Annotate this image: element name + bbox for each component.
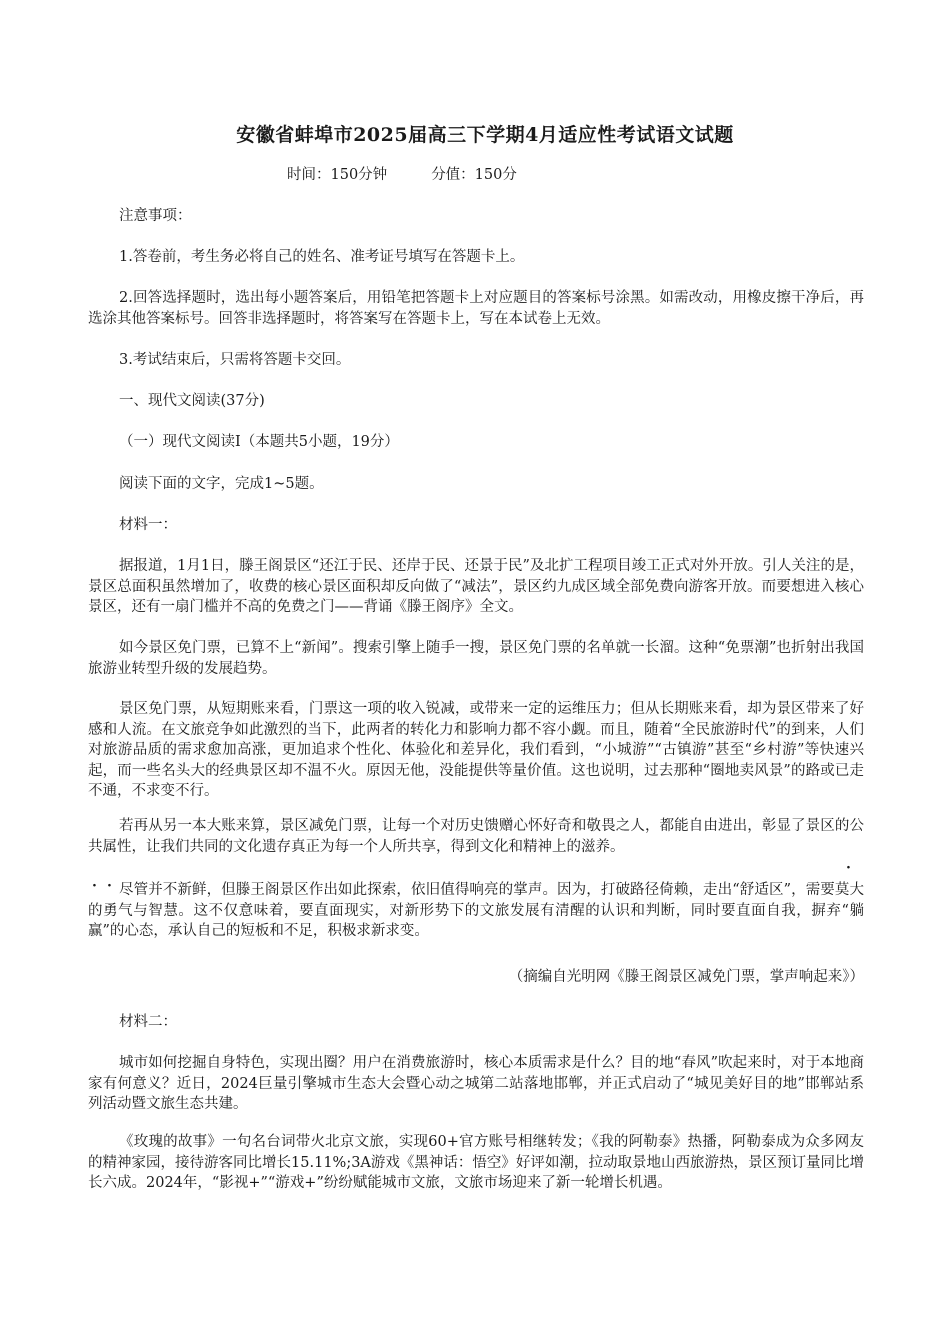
section-heading: 一、现代文阅读(37分): [119, 393, 265, 409]
exam-meta: [287, 163, 517, 184]
emphasis-mark: ·: [92, 878, 97, 894]
material-1-paragraph-1: 据报道，1月1日，滕王阁景区“还江于民、还岸于民、还景于民”及北扩工程项目竣工正式对外开放。引人关注的是，景区总面积虽然增加了，收费的核心景区面积却反向做了“减法”，景区约九成区域全部免费向游客开放。而要想进入核心景区，还有一扇门槛并不高的免费之门——背诵《滕王阁序》全文。: [88, 558, 864, 615]
material-1-paragraph-2: 如今景区免门票，已算不上“新闻”。搜索引擎上随手一搜，景区免门票的名单就一长溜。这种“免票潮”也折射出我国旅游业转型升级的发展趋势。: [88, 640, 864, 677]
emphasis-mark: ·: [846, 860, 851, 876]
notice-item-2: 2.回答选择题时，选出每小题答案后，用铅笔把答题卡上对应题目的答案标号涂黑。如需改动，用橡皮擦干净后，再选涂其他答案标号。回答非选择题时，将答案写在答题卡上，写在本试卷上无效。: [88, 290, 864, 327]
material-2-paragraph-1: 城市如何挖掘自身特色，实现出圈？用户在消费旅游时，核心本质需求是什么？目的地“春风”吹起来时，对于本地商家有何意义？近日，2024巨量引擎城市生态大会暨心动之城第二站落地邯郸，并正式启动了“城见美好目的地”邯郸站系列活动暨文旅生态共建。: [88, 1055, 864, 1112]
exam-time: 时间：150分钟: [287, 167, 388, 183]
reading-instruction: 阅读下面的文字，完成1~5题。: [119, 476, 324, 492]
material-1-paragraph-5: 尽管并不新鲜，但滕王阁景区作出如此探索，依旧值得响亮的掌声。因为，打破路径倚赖，走出“舒适区”，需要莫大的勇气与智慧。这不仅意味着，要直面现实，对新形势下的文旅发展有清醒的认识和判断，同时要直面自我，摒弃“躺赢”的心态，承认自己的短板和不足，积极求新求变。: [88, 882, 864, 939]
material-1-paragraph-3: 景区免门票，从短期账来看，门票这一项的收入锐减，或带来一定的运维压力；但从长期账来看，却为景区带来了好感和人流。在文旅竞争如此激烈的当下，此两者的转化力和影响力都不容小觑。而且，随着“全民旅游时代”的到来，人们对旅游品质的需求愈加高涨，更加追求个性化、体验化和差异化，我们看到，“小城游”“古镇游”甚至“乡村游”等快速兴起，而一些名头大的经典景区却不温不火。原因无他，没能提供等量价值。这也说明，过去那种“圈地卖风景”的路或已走不通，不求变不行。: [88, 701, 864, 799]
exam-score: 分值：150分: [431, 167, 517, 183]
notice-heading: 注意事项：: [119, 208, 192, 224]
emphasis-mark: ·: [107, 878, 112, 894]
material-2-label: 材料二：: [119, 1014, 177, 1030]
material-2-paragraph-2: 《玫瑰的故事》一句名台词带火北京文旅，实现60+官方账号相继转发；《我的阿勒泰》热播，阿勒泰成为众多网友的精神家园，接待游客同比增长15.11%;3A游戏《黑神话：悟空》好评如潮，拉动取景地山西旅游热，景区预订量同比增长六成。2024年，“影视+”“游戏+”纷纷赋能城市文旅，文旅市场迎来了新一轮增长机遇。: [88, 1134, 864, 1191]
material-1-paragraph-4: 若再从另一本大账来算，景区减免门票，让每一个对历史馈赠心怀好奇和敬畏之人，都能自由进出，彰显了景区的公共属性，让我们共同的文化遗存真正为每一个人所共享，得到文化和精神上的滋养。: [88, 818, 864, 855]
material-1-label: 材料一：: [119, 517, 177, 533]
page-title: 安徽省蚌埠市2025届高三下学期4月适应性考试语文试题: [236, 124, 734, 146]
subsection-heading: （一）现代文阅读Ⅰ（本题共5小题，19分）: [119, 434, 399, 450]
notice-item-1: 1.答卷前，考生务必将自己的姓名、准考证号填写在答题卡上。: [119, 249, 525, 265]
material-1-source: （摘编自光明网《滕王阁景区减免门票，掌声响起来》）: [508, 969, 864, 985]
notice-item-3: 3.考试结束后，只需将答题卡交回。: [119, 352, 351, 368]
